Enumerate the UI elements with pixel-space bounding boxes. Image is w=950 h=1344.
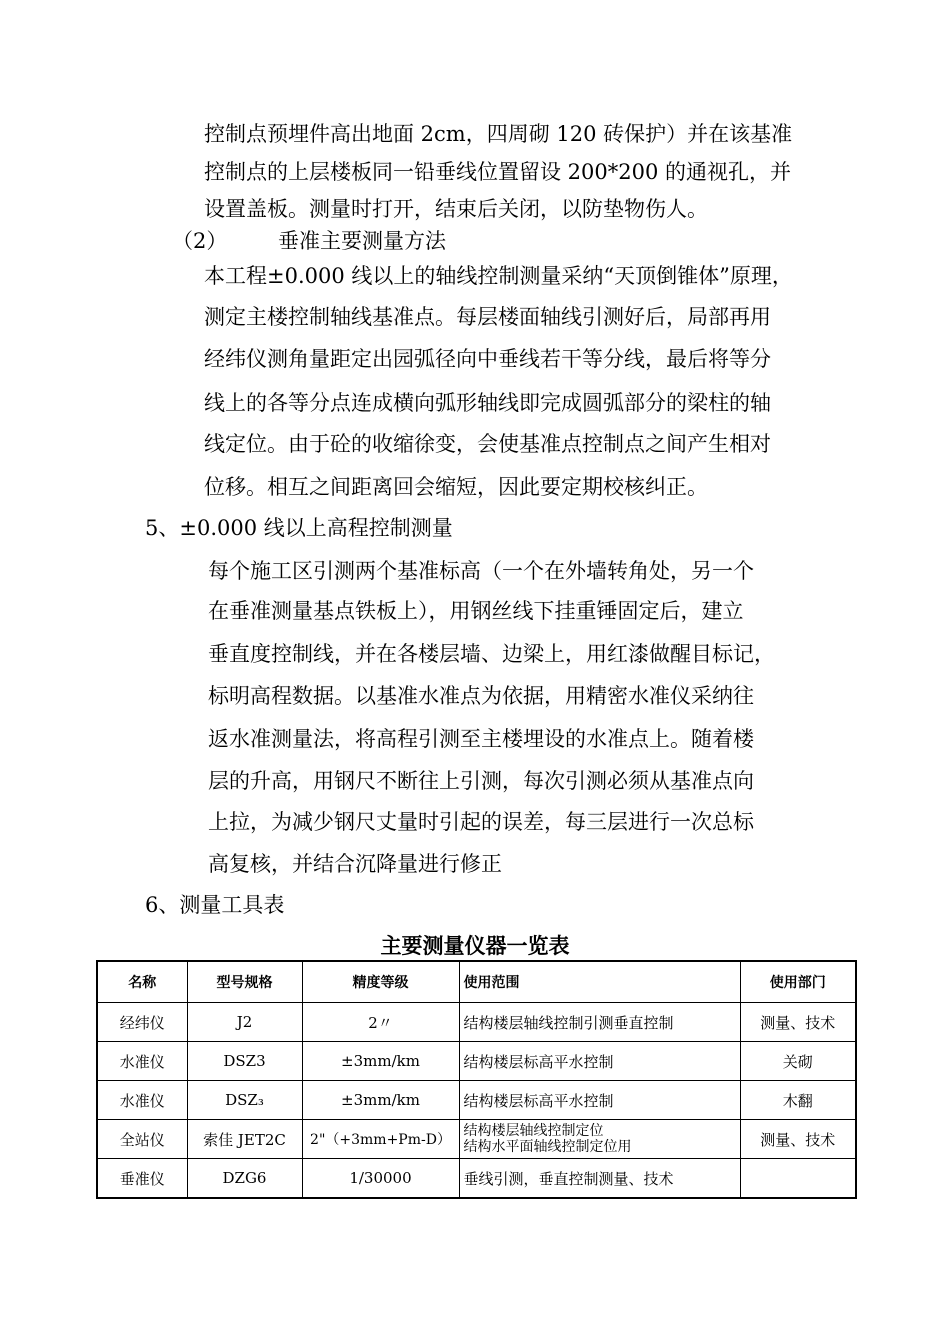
section-heading: 5、±0.000 线以上高程控制测量 (145, 516, 453, 540)
column-header-department: 使用部门 (740, 961, 856, 1003)
cell-precision: 1/30000 (302, 1159, 459, 1199)
cell-scope (459, 1120, 740, 1159)
table-row (97, 1003, 856, 1042)
table-row (97, 1042, 856, 1081)
paragraph-line: 高复核，并结合沉降量进行修正 (208, 852, 502, 876)
paragraph-line: 控制点预埋件高出地面 2cm，四周砌 120 砖保护）并在该基准 (204, 122, 793, 146)
paragraph-line: 垂直度控制线，并在各楼层墙、边梁上，用红漆做醒目标记， (208, 642, 775, 666)
cell-scope: 结构楼层标高平水控制 (459, 1081, 740, 1120)
paragraph-line: 控制点的上层楼板同一铅垂线位置留设 200*200 的通视孔，并 (204, 160, 792, 184)
cell-scope-line: 结构水平面轴线控制定位用 (463, 1139, 632, 1155)
cell-model: DSZ3 (187, 1042, 302, 1081)
cell-model: DSZ₃ (187, 1081, 302, 1120)
column-header-name: 名称 (97, 961, 187, 1003)
paragraph-line: 本工程±0.000 线以上的轴线控制测量采纳“天顶倒锥体”原理， (204, 264, 793, 288)
cell-name: 全站仪 (97, 1120, 187, 1159)
paragraph-line: 设置盖板。测量时打开，结束后关闭，以防垫物伤人。 (204, 197, 708, 221)
subheading-text: 垂准主要测量方法 (278, 229, 446, 253)
cell-department (740, 1159, 856, 1199)
subheading-number: （2） (172, 229, 228, 253)
cell-department: 测量、技术 (740, 1003, 856, 1042)
paragraph-line: 位移。相互之间距离回会缩短，因此要定期校核纠正。 (204, 475, 708, 499)
paragraph-line: 在垂准测量基点铁板上），用钢丝线下挂重锤固定后，建立 (208, 599, 744, 623)
paragraph-line: 标明高程数据。以基准水准点为依据，用精密水准仪采纳往 (208, 684, 754, 708)
paragraph-line: 线上的各等分点连成横向弧形轴线即完成圆弧部分的梁柱的轴 (204, 391, 771, 415)
paragraph-line: 层的升高，用钢尺不断往上引测，每次引测必须从基准点向 (208, 769, 754, 793)
cell-name: 垂准仪 (97, 1159, 187, 1199)
cell-name: 经纬仪 (97, 1003, 187, 1042)
paragraph-line: 线定位。由于砼的收缩徐变，会使基准点控制点之间产生相对 (204, 432, 771, 456)
cell-department: 测量、技术 (740, 1120, 856, 1159)
column-header-scope: 使用范围 (459, 961, 740, 1003)
cell-model: J2 (187, 1003, 302, 1042)
cell-precision: ±3mm/km (302, 1042, 459, 1081)
cell-name: 水准仪 (97, 1081, 187, 1120)
table-row (97, 1159, 856, 1199)
subheading (172, 227, 446, 255)
column-header-precision: 精度等级 (302, 961, 459, 1003)
cell-scope: 垂线引测，垂直控制测量、技术 (459, 1159, 740, 1199)
cell-department: 关砌 (740, 1042, 856, 1081)
section-heading: 6、测量工具表 (145, 893, 285, 917)
paragraph-line: 经纬仪测角量距定出园弧径向中垂线若干等分线，最后将等分 (204, 347, 771, 371)
paragraph-line: 每个施工区引测两个基准标高（一个在外墙转角处，另一个 (208, 559, 754, 583)
cell-scope: 结构楼层标高平水控制 (459, 1042, 740, 1081)
paragraph-line: 上拉，为减少钢尺丈量时引起的误差，每三层进行一次总标 (208, 810, 754, 834)
cell-precision: ±3mm/km (302, 1081, 459, 1120)
paragraph-line: 返水准测量法，将高程引测至主楼埋设的水准点上。随着楼 (208, 727, 754, 751)
cell-scope-line: 结构楼层轴线控制定位 (463, 1123, 604, 1139)
cell-department: 木翻 (740, 1081, 856, 1120)
column-header-model: 型号规格 (187, 961, 302, 1003)
cell-name: 水准仪 (97, 1042, 187, 1081)
cell-model: 索佳 JET2C (187, 1120, 302, 1159)
table-row (97, 1081, 856, 1120)
cell-precision: 2〃 (302, 1003, 459, 1042)
table-title: 主要测量仪器一览表 (380, 934, 570, 958)
table-row (97, 1120, 856, 1159)
cell-scope: 结构楼层轴线控制引测垂直控制 (459, 1003, 740, 1042)
instrument-table (96, 960, 857, 1199)
cell-model: DZG6 (187, 1159, 302, 1199)
cell-precision: 2"（+3mm+Pm-D） (302, 1120, 459, 1159)
table-header-row (97, 961, 856, 1003)
paragraph-line: 测定主楼控制轴线基准点。每层楼面轴线引测好后，局部再用 (204, 305, 771, 329)
